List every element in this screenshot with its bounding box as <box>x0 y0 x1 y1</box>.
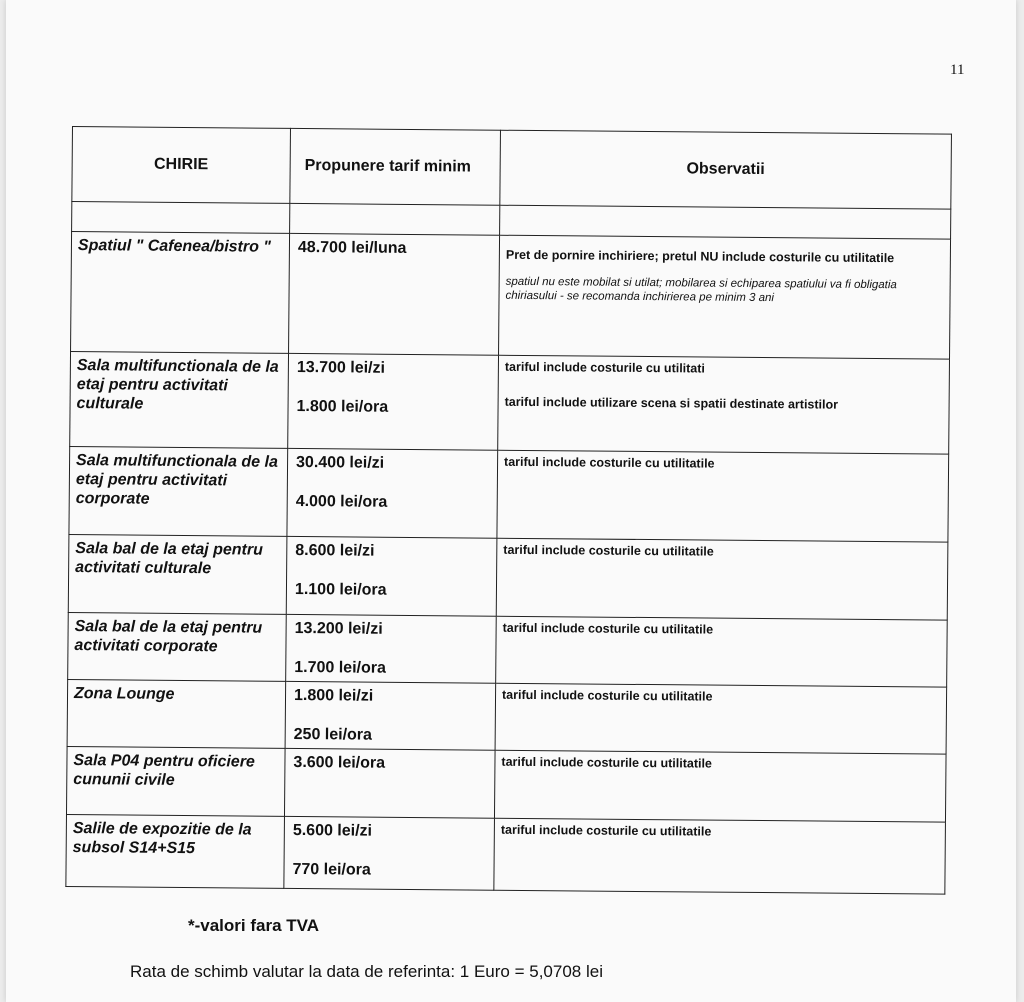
table-row <box>68 612 948 687</box>
observation-text: tariful include costurile cu utilitatile <box>503 542 714 559</box>
observation-text: tariful include costurile cu utilitatile <box>501 687 713 704</box>
observation-cell <box>498 355 950 454</box>
observation-cell <box>499 235 951 359</box>
price-value: 30.400 lei/zi <box>295 453 385 472</box>
price-cell <box>288 353 499 450</box>
table-row <box>66 814 946 894</box>
observation-text: tariful include utilizare scena si spatii destinate artistilor <box>504 394 839 412</box>
room-name: Sala bal de la etaj pentru activitati corporate <box>68 612 287 681</box>
price-value: 3.600 lei/ora <box>293 753 386 772</box>
exchange-rate-text: Rata de schimb valutar la data de referinta: 1 Euro = 5,0708 lei <box>130 962 603 981</box>
price-cell <box>286 536 497 616</box>
room-name: Salile de expozitie de la subsol S14+S15 <box>66 814 285 888</box>
observation-text: tariful include costurile cu utilitati <box>504 359 705 376</box>
observation-cell <box>496 616 948 687</box>
price-value: 48.700 lei/luna <box>297 238 407 257</box>
room-name: Spatiul " Cafenea/bistro " <box>71 232 290 354</box>
observation-cell <box>497 450 949 542</box>
price-cell <box>286 614 497 683</box>
table-row <box>66 746 946 822</box>
price-value: 4.000 lei/ora <box>295 492 388 511</box>
price-cell <box>285 681 496 750</box>
room-name: Sala multifunctionala de la etaj pentru activitati corporate <box>69 446 288 536</box>
room-name: Zona Lounge <box>67 679 286 748</box>
vat-footnote: *-valori fara TVA <box>188 916 320 935</box>
observation-cell <box>494 750 946 822</box>
price-cell <box>289 233 500 355</box>
observation-text: tariful include costurile cu utilitatile <box>501 754 712 771</box>
rent-tariff-table <box>65 126 952 895</box>
header-chirie: CHIRIE <box>72 127 291 204</box>
header-observatii: Observatii <box>500 130 952 209</box>
observation-cell <box>495 683 947 754</box>
price-value: 13.200 lei/zi <box>294 619 383 638</box>
table-row <box>69 446 949 542</box>
page-number: 11 <box>950 62 965 78</box>
observation-text: tariful include costurile cu utilitatile <box>502 620 714 637</box>
room-name: Sala multifunctionala de la etaj pentru activitati culturale <box>70 351 289 448</box>
observation-note: spatiul nu este mobilat si utilat; mobilarea si echiparea spatiului va fi obligatia chiriasului - se recomanda inchirierea pe minim 3 ani <box>505 275 897 305</box>
observation-cell <box>496 538 948 620</box>
document-page <box>6 0 1016 1002</box>
price-value: 1.800 lei/ora <box>296 397 389 416</box>
table-row <box>71 232 951 360</box>
observation-text: tariful include costurile cu utilitatile <box>500 822 712 839</box>
price-value: 1.700 lei/ora <box>294 658 386 677</box>
table-row <box>70 351 950 454</box>
price-value: 770 lei/ora <box>292 860 371 879</box>
price-value: 1.800 lei/zi <box>293 686 374 705</box>
room-name: Sala bal de la etaj pentru activitati culturale <box>68 534 287 614</box>
observation-text: Pret de pornire inchiriere; pretul NU include costurile cu utilitatile <box>505 247 895 266</box>
table-row <box>67 679 947 754</box>
observation-text: tariful include costurile cu utilitatile <box>504 454 715 471</box>
table-row <box>68 534 948 620</box>
price-value: 1.100 lei/ora <box>294 580 387 599</box>
room-name: Sala P04 pentru oficiere cununii civile <box>66 746 285 816</box>
price-value: 250 lei/ora <box>293 725 373 744</box>
header-tarif: Propunere tarif minim <box>290 128 501 205</box>
price-cell <box>284 748 495 818</box>
price-value: 13.700 lei/zi <box>296 358 386 377</box>
price-cell <box>287 448 498 538</box>
price-cell <box>284 816 495 890</box>
price-value: 5.600 lei/zi <box>292 821 373 840</box>
table-header-row <box>72 127 952 210</box>
price-value: 8.600 lei/zi <box>295 541 375 560</box>
observation-cell <box>494 818 946 894</box>
